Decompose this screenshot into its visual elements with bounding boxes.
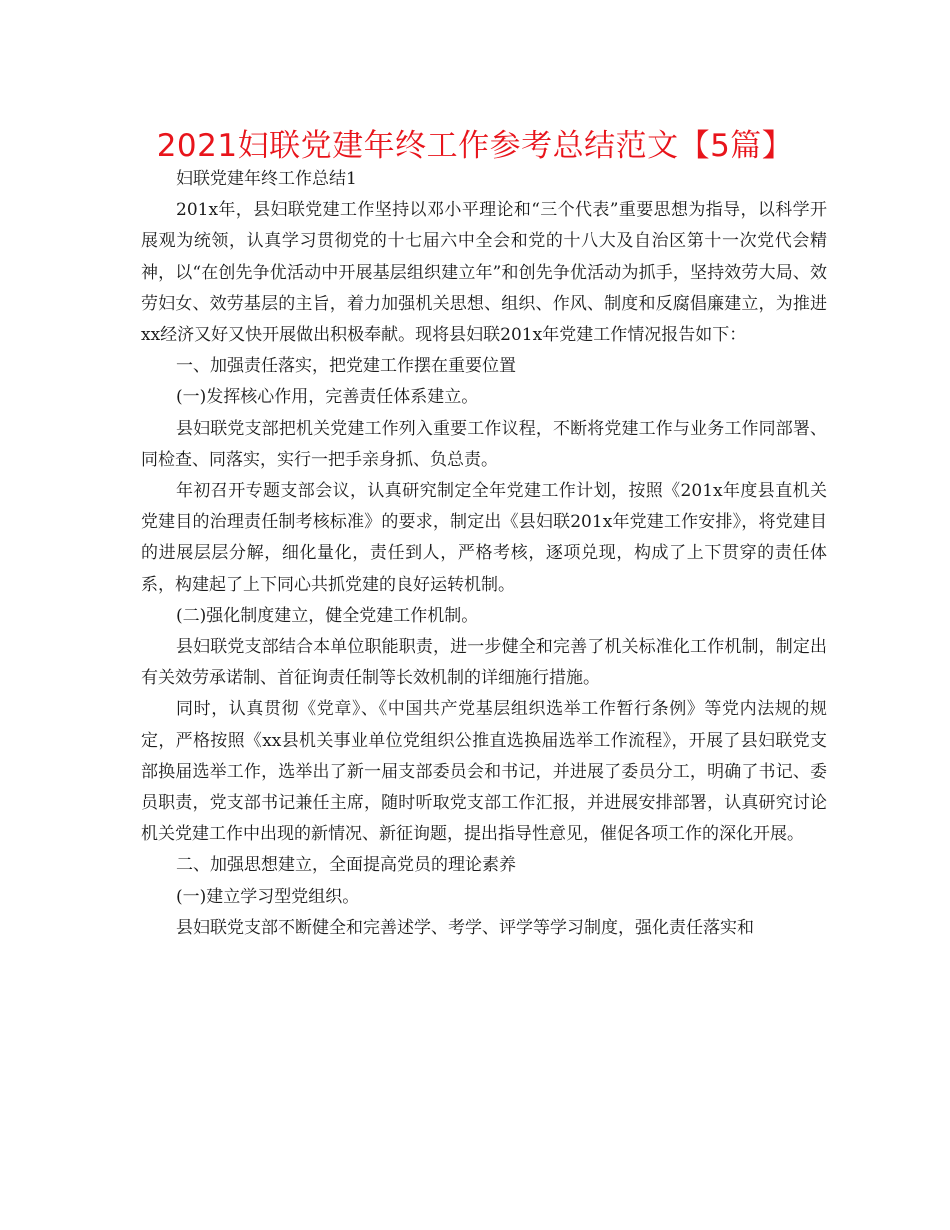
section-heading: 妇联党建年终工作总结1 — [176, 169, 357, 189]
subsection-heading: (一)发挥核心作用，完善责任体系建立。 — [176, 387, 479, 408]
body-paragraph: 县妇联党支部把机关党建工作列入重要工作议程，不断将党建工作与业务工作同部署、同检查、同落实，实行一把手亲身抓、负总责。 — [141, 418, 827, 470]
section-heading: 一、加强责任落实，把党建工作摆在重要位置 — [176, 356, 516, 377]
body-paragraph: 同时，认真贯彻《党章》、《中国共产党基层组织选举工作暂行条例》等党内法规的规定，严格按照《xx县机关事业单位党组织公推直选换届选举工作流程》，开展了县妇联党支部换届选举工作，选举出了新一届支部委员会和书记，并进展了委员分工，明确了书记、委员职责，党支部书记兼任主席，随时听取党支部工作汇报，并进展安排部署，认真研究讨论机关党建工作中出现的新情况、新征询题，提出指导性意见，催促各项工作的深化开展。 — [141, 699, 827, 845]
document-title: 2021妇联党建年终工作参考总结范文【5篇】 — [156, 128, 794, 164]
subsection-heading: (二)强化制度建立，健全党建工作机制。 — [176, 605, 479, 626]
body-paragraph: 年初召开专题支部会议，认真研究制定全年党建工作计划，按照《201x年度县直机关党建目的治理责任制考核标准》的要求，制定出《县妇联201x年党建工作安排》，将党建目的进展层层分解，细化量化，责任到人，严格考核，逐项兑现，构成了上下贯穿的责任体系，构建起了上下同心共抓党建的良好运转机制。 — [141, 481, 827, 595]
subsection-heading: (一)建立学习型党组织。 — [176, 886, 360, 907]
document-body — [141, 164, 827, 944]
body-paragraph: 县妇联党支部结合本单位职能职责，进一步健全和完善了机关标准化工作机制，制定出有关效劳承诺制、首征询责任制等长效机制的详细施行措施。 — [141, 637, 827, 689]
body-paragraph: 县妇联党支部不断健全和完善述学、考学、评学等学习制度，强化责任落实和 — [176, 917, 754, 938]
section-heading: 二、加强思想建立，全面提高党员的理论素养 — [176, 855, 516, 876]
body-paragraph: 201x年，县妇联党建工作坚持以邓小平理论和“三个代表”重要思想为指导，以科学开展观为统领，认真学习贯彻党的十七届六中全会和党的十八大及自治区第十一次党代会精神，以“在创先争优活动中开展基层组织建立年”和创先争优活动为抓手，坚持效劳大局、效劳妇女、效劳基层的主旨，着力加强机关思想、组织、作风、制度和反腐倡廉建立，为推进xx经济又好又快开展做出积极奉献。现将县妇联201x年党建工作情况报告如下： — [141, 200, 827, 346]
